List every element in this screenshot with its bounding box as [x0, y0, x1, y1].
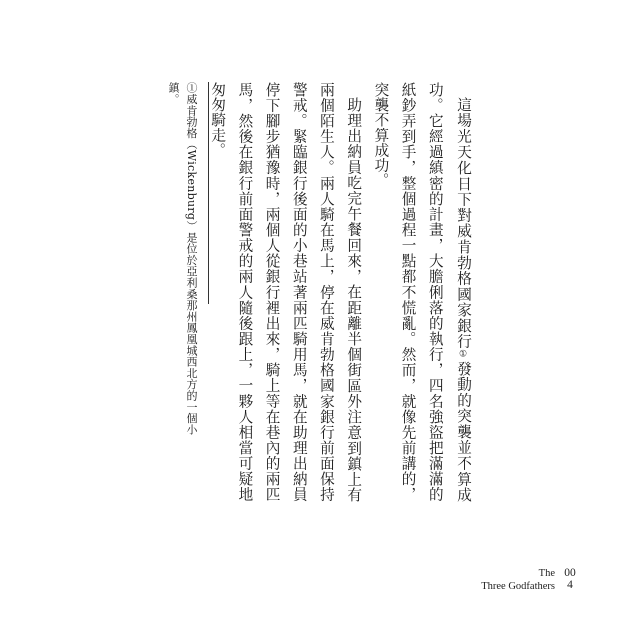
footnote-divider — [208, 82, 209, 304]
paragraph-1 — [367, 82, 477, 502]
running-title-line-1: The — [538, 568, 555, 579]
footnote-reference: ① — [458, 349, 468, 361]
paragraph-1-rest: 發動的突襲並不算成功。它經過縝密的計畫，大膽俐落的執行，四名強盜把滿滿的紙鈔弄到手，整個過程一點都不慌亂。然而，就像先前講的，突襲不算成功。 — [372, 82, 472, 502]
running-title-line-2: Three Godfathers — [481, 581, 555, 592]
page-number: 004 — [564, 567, 576, 591]
footnote: ①威肯勃格（Wickenburg）是位於亞利桑那州鳳凰城西北方的一個小鎮。 — [167, 82, 198, 435]
running-title — [481, 567, 555, 593]
main-text — [204, 82, 477, 502]
paragraph-2: 助理出納員吃完午餐回來，在距離半個街區外注意到鎮上有兩個陌生人。兩人騎在馬上，停在威肯勃格國家銀行前面保持警戒。緊臨銀行後面的小巷站著兩匹騎用馬，就在助理出納員停下腳步猶豫時，兩個人從銀行裡出來，騎上等在巷內的兩匹馬，然後在銀行前面警戒的兩人隨後跟上，一夥人相當可疑地匆匆騎走。 — [209, 82, 363, 502]
paragraph-1-start: 這場光天化日下對威肯勃格國家銀行 — [455, 96, 472, 350]
page-footer — [380, 567, 596, 607]
